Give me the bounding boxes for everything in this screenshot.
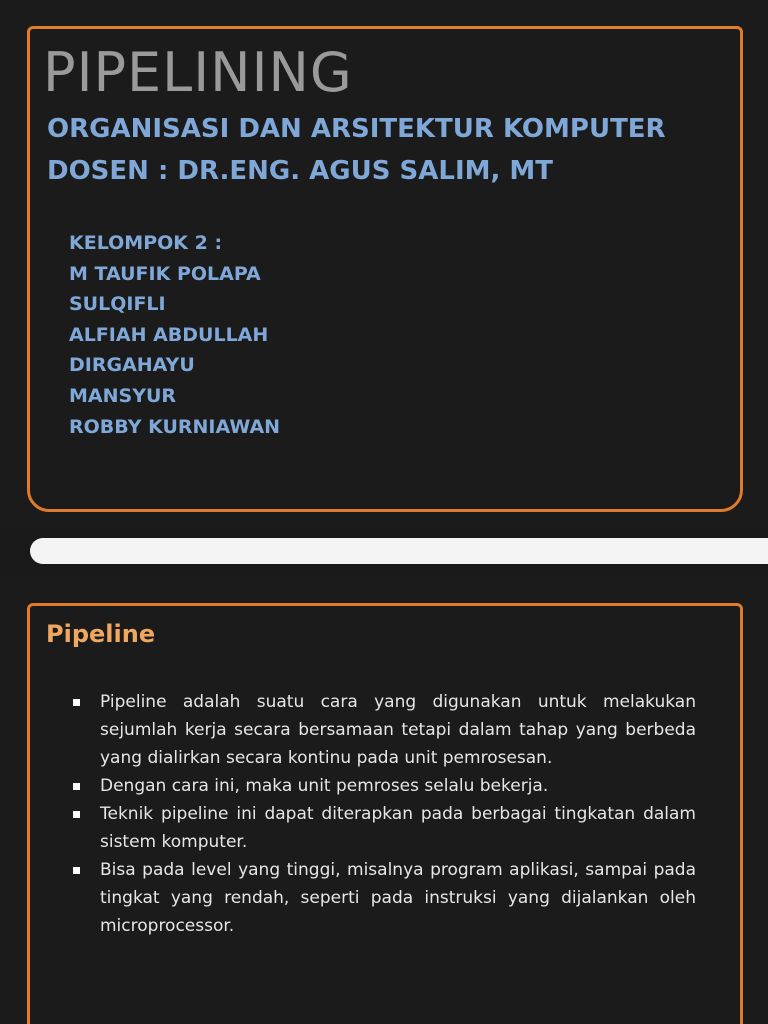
member-item: MANSYUR: [69, 384, 177, 407]
slide-2: [0, 576, 768, 1024]
bullet-text: Pipeline adalah suatu cara yang digunakan untuk melakukan sejumlah kerja secara bersamaan tetapi dalam tahap yang berbeda yang dialirkan secara kontinu pada unit pemrosesan.: [100, 692, 696, 768]
bullet-text: Dengan cara ini, maka unit pemroses selalu bekerja.: [100, 776, 549, 796]
bullet-item: [70, 772, 696, 800]
group-members-list: [69, 228, 280, 442]
bullet-item: [70, 688, 696, 772]
course-name: ORGANISASI DAN ARSITEKTUR KOMPUTER: [47, 114, 666, 144]
bullet-text: Bisa pada level yang tinggi, misalnya program aplikasi, sampai pada tingkat yang rendah, seperti pada instruksi yang dijalankan oleh microprocessor.: [100, 860, 696, 936]
lecturer-name: DOSEN : DR.ENG. AGUS SALIM, MT: [47, 156, 554, 186]
member-item: ROBBY KURNIAWAN: [69, 415, 281, 438]
member-item: ALFIAH ABDULLAH: [69, 323, 269, 346]
slide-title: PIPELINING: [43, 41, 353, 104]
bullet-text: Teknik pipeline ini dapat diterapkan pada berbagai tingkatan dalam sistem komputer.: [100, 804, 696, 852]
member-item: DIRGAHAYU: [69, 354, 195, 377]
member-item: M TAUFIK POLAPA: [69, 262, 261, 285]
bullet-list: [70, 688, 696, 940]
bullet-item: [70, 856, 696, 940]
horizontal-scrollbar[interactable]: [30, 538, 768, 564]
member-item: SULQIFLI: [69, 293, 166, 316]
bullet-item: [70, 800, 696, 856]
group-label: KELOMPOK 2 :: [69, 232, 223, 254]
square-bullet-icon: [73, 867, 80, 874]
square-bullet-icon: [73, 783, 80, 790]
slide-heading: Pipeline: [46, 620, 156, 648]
square-bullet-icon: [73, 699, 80, 706]
square-bullet-icon: [73, 811, 80, 818]
